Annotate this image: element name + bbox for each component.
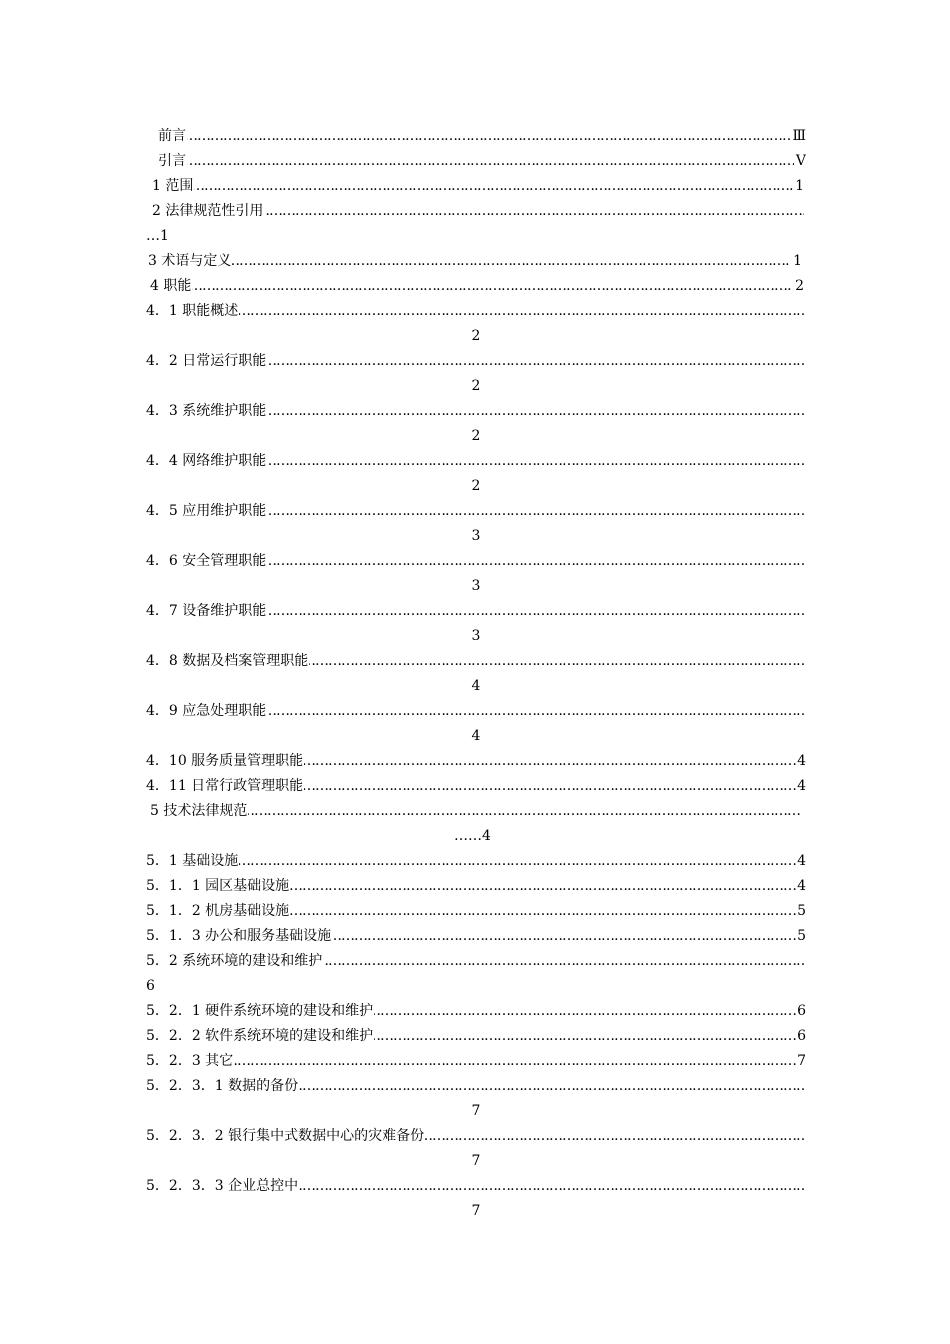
toc-entry-title: 5．2．3．1 数据的备份: [146, 1074, 299, 1099]
toc-entry-title: 4．6 安全管理职能: [146, 549, 267, 574]
toc-entry[interactable]: [146, 1174, 806, 1199]
toc-entry-title: 5．2．2 软件系统环境的建设和维护: [146, 1024, 374, 1049]
toc-entry-page-wrapped: [146, 724, 806, 749]
toc-entry-page: ……4: [454, 828, 491, 844]
toc-entry[interactable]: [146, 299, 806, 324]
toc-entry[interactable]: [146, 249, 806, 274]
leader-dots: [158, 124, 796, 149]
toc-entry-page: 7: [471, 1153, 481, 1169]
toc-entry[interactable]: [146, 899, 806, 924]
leader-dots: [146, 299, 806, 324]
toc-entry-page-wrapped: [146, 674, 806, 699]
leader-dots: [148, 249, 790, 274]
leader-dots: [152, 174, 792, 199]
toc-entry-page: 4: [796, 874, 806, 899]
toc-entry[interactable]: [146, 199, 806, 224]
toc-entry-page: 7: [796, 1049, 806, 1074]
toc-entry-page: 1: [792, 249, 802, 274]
toc-entry-page: 2: [471, 328, 481, 344]
toc-entry[interactable]: [146, 774, 806, 799]
toc-entry-page: 1: [794, 174, 804, 199]
leader-dots: [146, 849, 804, 874]
toc-entry-page: 4: [796, 774, 806, 799]
toc-entry-page: 6: [146, 978, 155, 994]
toc-entry-title: 4．1 职能概述: [146, 299, 239, 324]
toc-entry-page-wrapped: [146, 824, 806, 849]
toc-entry-title: 5．2．1 硬件系统环境的建设和维护: [146, 999, 374, 1024]
toc-entry-title: 5．1．2 机房基础设施: [146, 899, 290, 924]
toc-entry-page-wrapped: [146, 974, 806, 999]
toc-entry-page: …1: [146, 228, 169, 244]
toc-entry-page: 7: [471, 1203, 481, 1219]
toc-entry-page-wrapped: [146, 624, 806, 649]
toc-entry-page-wrapped: [146, 1199, 806, 1224]
toc-entry-title: 4．11 日常行政管理职能: [146, 774, 304, 799]
toc-entry[interactable]: [146, 1074, 806, 1099]
toc-entry-title: 4．2 日常运行职能: [146, 349, 267, 374]
toc-entry[interactable]: [146, 749, 806, 774]
toc-entry-title: 5．1．3 办公和服务基础设施: [146, 924, 332, 949]
toc-entry-title: 4．8 数据及档案管理职能: [146, 649, 309, 674]
toc-entry-title: 前言: [158, 124, 187, 149]
toc-entry[interactable]: [146, 799, 806, 824]
toc-entry[interactable]: [146, 1024, 806, 1049]
toc-entry[interactable]: [146, 399, 806, 424]
toc-entry[interactable]: [146, 149, 806, 174]
toc-entry[interactable]: [146, 924, 806, 949]
toc-entry-page: 4: [471, 678, 481, 694]
toc-entry[interactable]: [146, 449, 806, 474]
toc-entry[interactable]: [146, 999, 806, 1024]
table-of-contents: [146, 124, 806, 1224]
toc-entry-page-wrapped: [146, 374, 806, 399]
toc-entry-title: 5．1 基础设施: [146, 849, 239, 874]
toc-entry-page: 5: [796, 899, 806, 924]
toc-entry-page: Ⅲ: [791, 124, 806, 149]
toc-entry-page: 5: [796, 924, 806, 949]
toc-entry-page-wrapped: [146, 574, 806, 599]
toc-entry-page: 2: [471, 378, 481, 394]
toc-entry[interactable]: [146, 549, 806, 574]
toc-entry-title: 5．2．3 其它: [146, 1049, 234, 1074]
toc-entry-page-wrapped: [146, 474, 806, 499]
toc-entry-page: 6: [796, 1024, 806, 1049]
toc-entry[interactable]: [146, 1049, 806, 1074]
toc-entry-page: Ⅴ: [795, 149, 806, 174]
toc-entry-title: 引言: [158, 149, 187, 174]
toc-entry[interactable]: [146, 699, 806, 724]
toc-entry-title: 5 技术法律规范: [150, 799, 248, 824]
leader-dots: [150, 274, 792, 299]
toc-entry[interactable]: [146, 649, 806, 674]
toc-entry-page-wrapped: [146, 424, 806, 449]
toc-entry[interactable]: [146, 849, 806, 874]
toc-entry[interactable]: [146, 874, 806, 899]
leader-dots: [146, 1049, 804, 1074]
toc-entry-page: 3: [471, 578, 481, 594]
toc-entry-page-wrapped: [146, 1149, 806, 1174]
toc-entry-page-wrapped: [146, 224, 806, 249]
toc-entry-title: 4．7 设备维护职能: [146, 599, 267, 624]
toc-entry[interactable]: [146, 174, 806, 199]
toc-entry-page-wrapped: [146, 1099, 806, 1124]
toc-entry-title: 5．2．3．2 银行集中式数据中心的灾难备份: [146, 1124, 425, 1149]
toc-entry-page-wrapped: [146, 524, 806, 549]
toc-entry-page: 3: [471, 628, 481, 644]
toc-entry-page: 2: [794, 274, 804, 299]
toc-entry[interactable]: [146, 124, 806, 149]
leader-dots: [158, 149, 794, 174]
toc-entry-title: 1 范围: [152, 174, 194, 199]
toc-entry-title: 4．5 应用维护职能: [146, 499, 267, 524]
toc-entry-page: 3: [471, 528, 481, 544]
toc-entry[interactable]: [146, 599, 806, 624]
toc-entry-title: 3 术语与定义: [148, 249, 232, 274]
toc-entry-title: 4 职能: [150, 274, 192, 299]
toc-entry-page: 2: [471, 478, 481, 494]
toc-entry-title: 5．2 系统环境的建设和维护: [146, 949, 323, 974]
toc-entry-page: 2: [471, 428, 481, 444]
toc-entry[interactable]: [146, 349, 806, 374]
toc-entry-title: 4．9 应急处理职能: [146, 699, 267, 724]
toc-entry-page: 4: [471, 728, 481, 744]
toc-entry-title: 4．10 服务质量管理职能: [146, 749, 304, 774]
toc-entry-title: 2 法律规范性引用: [152, 199, 264, 224]
toc-entry-page: 4: [796, 849, 806, 874]
toc-entry-page-wrapped: [146, 324, 806, 349]
toc-entry-page: 7: [471, 1103, 481, 1119]
toc-entry-title: 5．2．3．3 企业总控中: [146, 1174, 299, 1199]
toc-entry[interactable]: [146, 499, 806, 524]
toc-entry[interactable]: [146, 949, 806, 974]
toc-entry-title: 4．3 系统维护职能: [146, 399, 267, 424]
toc-entry-title: 4．4 网络维护职能: [146, 449, 267, 474]
toc-entry-page: 6: [796, 999, 806, 1024]
toc-entry-page: 4: [796, 749, 806, 774]
toc-entry[interactable]: [146, 1124, 806, 1149]
toc-entry[interactable]: [146, 274, 806, 299]
toc-entry-title: 5．1．1 园区基础设施: [146, 874, 290, 899]
